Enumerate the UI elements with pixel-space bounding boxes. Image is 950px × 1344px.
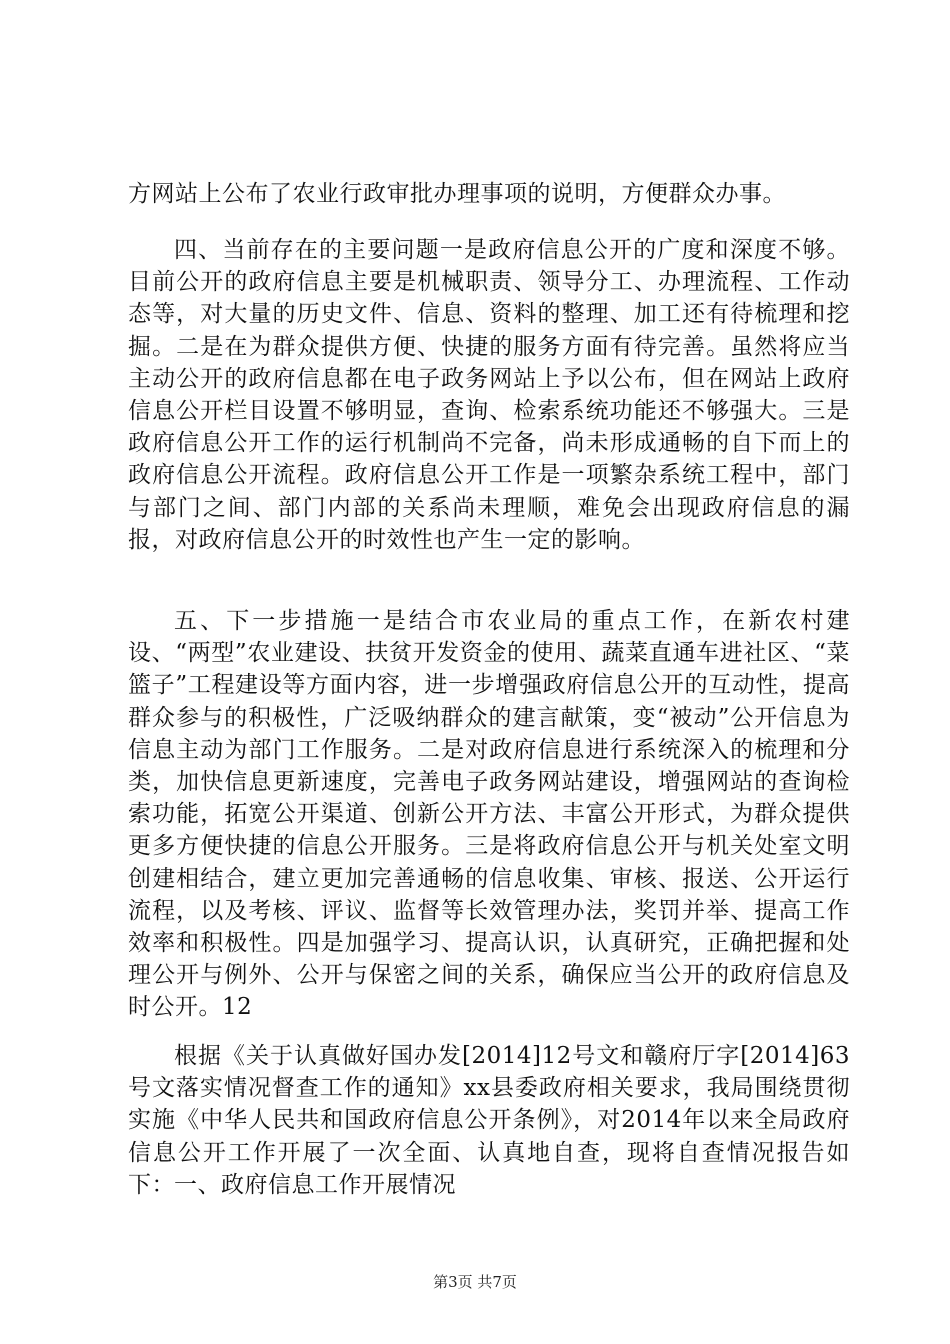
paragraph-main-problems: 四、当前存在的主要问题一是政府信息公开的广度和深度不够。目前公开的政府信息主要是机械职责、领导分工、办理流程、工作动态等，对大量的历史文件、信息、资料的整理、加工还有待梳理和挖掘。二是在为群众提供方便、快捷的服务方面有待完善。虽然将应当主动公开的政府信息都在电子政务网站上予以公布，但在网站上政府信息公开栏目设置不够明显，查询、检索系统功能还不够强大。三是政府信息公开工作的运行机制尚不完备，尚未形成通畅的自下而上的政府信息公开流程。政府信息公开工作是一项繁杂系统工程中，部门与部门之间、部门内部的关系尚未理顺，难免会出现政府信息的漏报，对政府信息公开的时效性也产生一定的影响。 bbox=[128, 237, 850, 553]
section-heading-work-status: 一、政府信息工作开展情况 bbox=[174, 1172, 456, 1198]
paragraph-next-steps: 五、下一步措施一是结合市农业局的重点工作，在新农村建设、“两型”农业建设、扶贫开发资金的使用、蔬菜直通车进社区、“菜篮子”工程建设等方面内容，进一步增强政府信息公开的互动性，提高群众参与的积极性，广泛吸纳群众的建言献策，变“被动”公开信息为信息主动为部门工作服务。二是对政府信息进行系统深入的梳理和分类，加快信息更新速度，完善电子政务网站建设，增强网站的查询检索功能，拓宽公开渠道、创新公开方法、丰富公开形式，为群众提供更多方便快捷的信息公开服务。三是将政府信息公开与机关处室文明创建相结合，建立更加完善通畅的信息收集、审核、报送、公开运行流程，以及考核、评议、监督等长效管理办法，奖罚并举、提高工作效率和积极性。四是加强学习、提高认识，认真研究，正确把握和处理公开与例外、公开与保密之间的关系，确保应当公开的政府信息及时公开。12 bbox=[128, 608, 850, 1021]
paragraph-continuation: 方网站上公布了农业行政审批办理事项的说明，方便群众办事。 bbox=[128, 181, 786, 207]
paragraph-self-inspection-basis: 根据《关于认真做好国办发[2014]12号文和赣府厅字[2014]63号文落实情况督查工作的通知》xx县委政府相关要求，我局围绕贯彻实施《中华人民共和国政府信息公开条例》，对2014年以来全局政府信息公开工作开展了一次全面、认真地自查，现将自查情况报告如下： bbox=[128, 1043, 850, 1198]
page-footer: 第3页 共7页 bbox=[433, 1273, 517, 1291]
